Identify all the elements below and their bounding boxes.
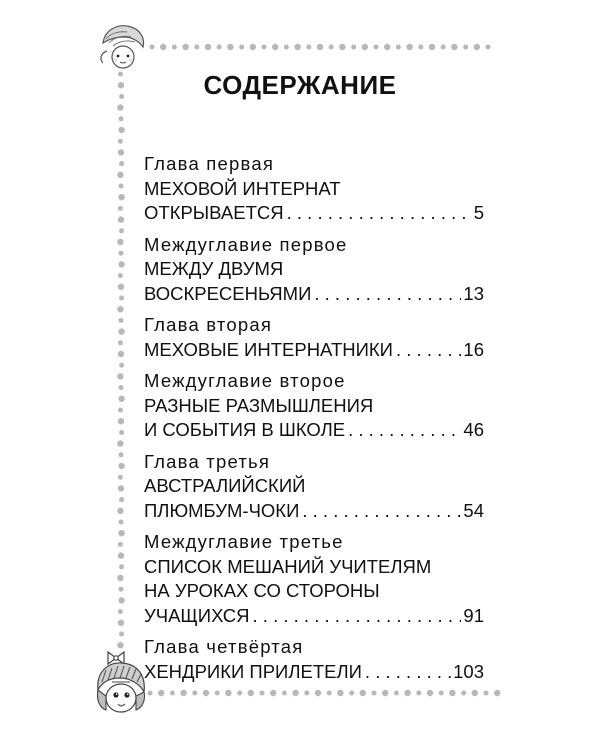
toc-entry-final-line: [144, 282, 484, 307]
border-dot: [117, 642, 123, 648]
toc-entry-title-end: ОТКРЫВАЕТСЯ: [144, 202, 284, 223]
border-dot: [441, 45, 446, 50]
dot-leader: [284, 201, 472, 226]
toc-entry: [144, 635, 484, 684]
toc-entry-title-line: МЕЖДУ ДВУМЯ: [144, 258, 284, 279]
border-dot: [118, 273, 123, 278]
border-dot: [119, 116, 124, 121]
dots-top-row: [150, 44, 491, 50]
border-dot: [418, 45, 423, 50]
border-dot: [118, 418, 124, 424]
toc-entry-title-line: СПИСОК МЕШАНИЙ УЧИТЕЛЯМ: [144, 555, 432, 577]
border-dot: [118, 408, 123, 413]
border-dot: [362, 44, 368, 50]
border-dot: [205, 44, 211, 50]
border-dot: [119, 587, 124, 592]
border-dot: [118, 396, 124, 402]
border-dot: [351, 45, 356, 50]
girl-face-icon: [101, 26, 144, 68]
toc-entry-title-end: УЧАЩИХСЯ: [144, 604, 250, 626]
border-dot: [118, 127, 124, 133]
dot-leader: [393, 338, 461, 363]
girl-face-bow-icon: [97, 652, 144, 712]
border-dot: [239, 45, 244, 50]
border-dot: [119, 385, 124, 390]
page-number: 16: [463, 338, 484, 360]
border-dot: [194, 45, 199, 50]
border-dot: [215, 691, 220, 696]
border-dot: [237, 691, 242, 696]
border-dot: [119, 632, 124, 637]
border-dot: [262, 45, 267, 50]
toc-entry-final-line: [144, 660, 484, 685]
toc-entry-label: Глава четвёртая: [144, 636, 304, 657]
toc-entry-title-line: МЕХОВОЙ ИНТЕРНАТ: [144, 177, 341, 199]
border-dot: [118, 351, 124, 357]
border-dot: [416, 691, 421, 696]
border-dot: [118, 530, 124, 536]
toc-entry-label: Глава первая: [144, 153, 275, 174]
border-dot: [118, 620, 124, 626]
border-dot: [304, 691, 309, 696]
page-number: 46: [463, 419, 484, 440]
border-dot: [117, 104, 123, 110]
border-dot: [284, 45, 289, 50]
border-dot: [119, 161, 124, 166]
border-dot: [117, 508, 123, 514]
toc-entry-label: Междуглавие первое: [144, 233, 348, 255]
border-dot: [172, 45, 177, 50]
dot-leader: [311, 282, 461, 307]
toc-entry: [144, 233, 484, 307]
toc-entry-title-end: МЕХОВЫЕ ИНТЕРНАТНИКИ: [144, 338, 393, 360]
border-dot: [118, 542, 123, 547]
page-number: 5: [473, 202, 484, 223]
border-dot: [148, 691, 153, 696]
toc-entry: [144, 530, 484, 628]
border-dot: [119, 184, 124, 189]
border-dot: [396, 45, 401, 50]
toc-entry-final-line: [144, 201, 484, 226]
border-dot: [117, 306, 123, 312]
toc-entry-label: Глава третья: [144, 450, 271, 472]
border-dot: [119, 296, 124, 301]
border-dot: [170, 691, 175, 696]
page-number: 13: [463, 282, 484, 304]
dots-left-column: [117, 72, 125, 649]
page-number: 54: [463, 499, 484, 521]
toc-entry: [144, 313, 484, 362]
toc-entry-title-end: ВОСКРЕСЕНЬЯМИ: [144, 282, 312, 304]
border-dot: [372, 691, 377, 696]
toc-entry: [144, 152, 484, 226]
border-dot: [119, 251, 124, 256]
border-dot: [118, 475, 123, 480]
border-dot: [250, 44, 256, 50]
border-dot: [118, 340, 123, 345]
border-dot: [192, 691, 197, 696]
border-dot: [118, 261, 124, 267]
border-dot: [282, 691, 287, 696]
dot-leader: [299, 499, 461, 524]
border-dot: [118, 149, 124, 155]
border-dot: [119, 228, 124, 233]
border-dot: [118, 552, 124, 558]
border-dot: [117, 440, 123, 446]
border-dot: [294, 44, 300, 50]
border-dot: [118, 609, 123, 614]
toc-entry: [144, 450, 484, 524]
border-dot: [119, 363, 124, 368]
toc-entry-label: Междуглавие третье: [144, 531, 344, 552]
border-dot: [394, 691, 399, 696]
border-dot: [182, 44, 188, 50]
border-dot: [119, 520, 124, 525]
toc-entry-title-end: ХЕНДРИКИ ПРИЛЕТЕЛИ: [144, 660, 362, 682]
border-dot: [119, 564, 124, 569]
toc-entry-title-end: И СОБЫТИЯ В ШКОЛЕ: [144, 419, 346, 440]
border-dot: [374, 45, 379, 50]
toc-entry-final-line: [144, 418, 484, 443]
border-dot: [118, 216, 124, 222]
border-dot: [439, 691, 444, 696]
border-dot: [384, 44, 390, 50]
toc-entry-title-line: РАЗНЫЕ РАЗМЫШЛЕНИЯ: [144, 394, 374, 416]
border-dot: [119, 318, 124, 323]
toc-entry-final-line: [144, 604, 484, 629]
dot-leader: [362, 660, 451, 685]
border-dot: [118, 328, 124, 334]
border-dot: [118, 194, 124, 200]
border-dot: [484, 691, 489, 696]
toc-entry-final-line: [144, 499, 484, 524]
border-dot: [260, 691, 265, 696]
border-dot: [119, 497, 124, 502]
border-dot: [227, 44, 233, 50]
toc-entry-final-line: [144, 338, 484, 363]
border-dot: [486, 45, 491, 50]
border-dot: [150, 45, 155, 50]
border-dot: [461, 691, 466, 696]
border-dot: [451, 44, 457, 50]
dot-leader: [345, 418, 461, 443]
border-dot: [117, 373, 123, 379]
border-dot: [118, 597, 124, 603]
border-dot: [160, 44, 166, 50]
border-dot: [349, 691, 354, 696]
border-dot: [119, 452, 124, 457]
toc-entry-label: Междуглавие второе: [144, 370, 346, 391]
border-dot: [118, 485, 124, 491]
border-dot: [327, 691, 332, 696]
toc-entry: [144, 369, 484, 443]
border-dot: [463, 45, 468, 50]
border-dot: [117, 172, 123, 178]
border-dot: [117, 239, 123, 245]
border-dot: [118, 463, 124, 469]
toc-entry-title-line: АВСТРАЛИЙСКИЙ: [144, 475, 306, 496]
page-number: 91: [463, 604, 484, 626]
border-dot: [119, 430, 124, 435]
toc-entry-label: Глава вторая: [144, 314, 273, 335]
border-dot: [272, 44, 278, 50]
dot-leader: [250, 604, 462, 629]
page-number: 103: [453, 660, 484, 682]
border-dot: [474, 44, 480, 50]
border-dot: [339, 44, 345, 50]
border-dot: [306, 45, 311, 50]
border-dot: [217, 45, 222, 50]
border-dot: [494, 690, 500, 696]
toc-entry-title-end: ПЛЮМБУМ-ЧОКИ: [144, 499, 300, 521]
border-dot: [118, 206, 123, 211]
border-dot: [406, 44, 412, 50]
border-dot: [317, 44, 323, 50]
page-title: СОДЕРЖАНИЕ: [203, 70, 397, 100]
border-dot: [329, 45, 334, 50]
border-dot: [117, 575, 123, 581]
table-of-contents: [144, 152, 484, 691]
border-dot: [429, 44, 435, 50]
border-dot: [118, 284, 124, 290]
toc-entry-title-line: НА УРОКАХ СО СТОРОНЫ: [144, 580, 380, 601]
border-dot: [118, 139, 123, 144]
